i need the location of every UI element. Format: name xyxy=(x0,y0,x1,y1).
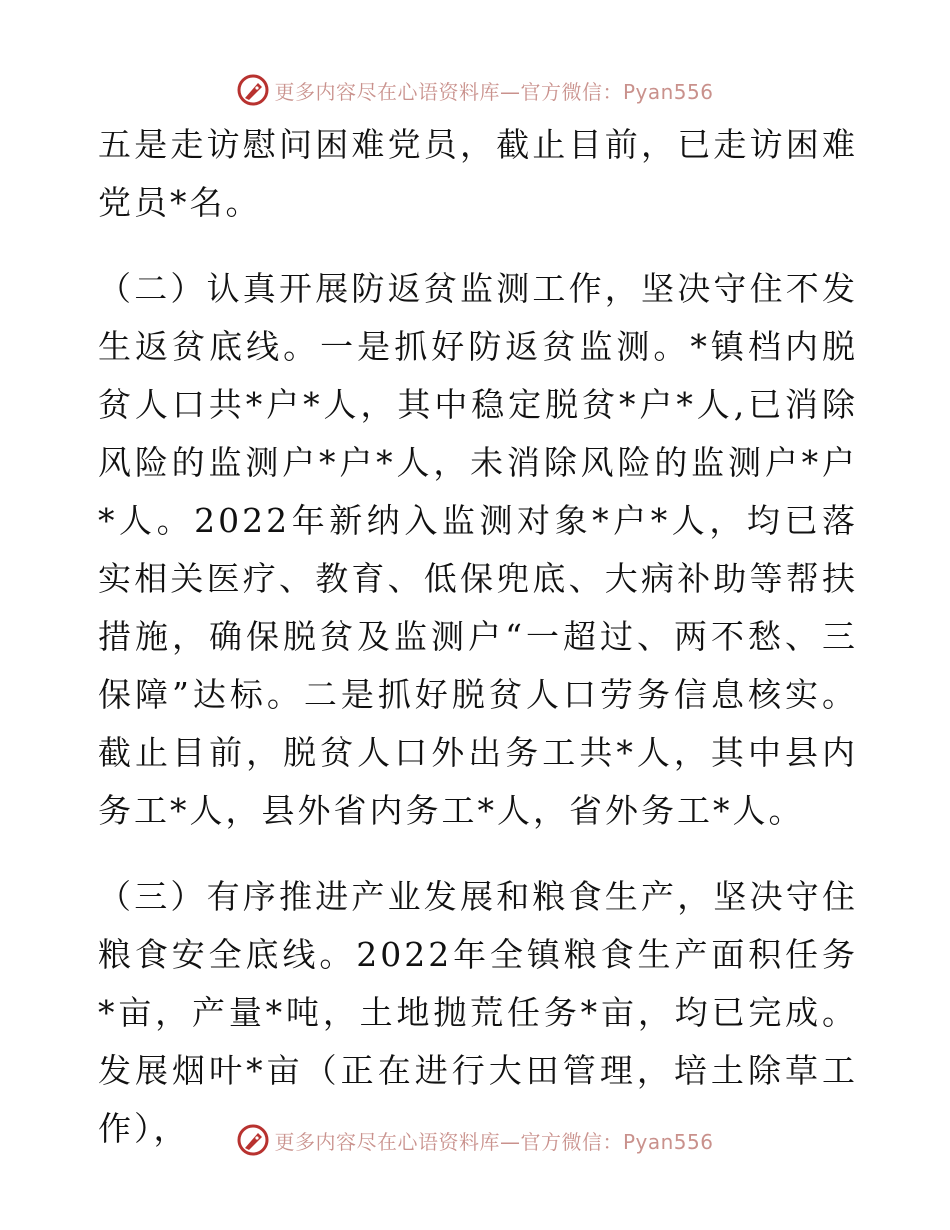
document-body xyxy=(98,116,858,1158)
paragraph-poverty-monitoring: （二）认真开展防返贫监测工作，坚决守住不发生返贫底线。一是抓好防返贫监测。*镇档内脱贫人口共*户*人，其中稳定脱贫*户*人,已消除风险的监测户*户*人，未消除风险的监测户*户*人。2022年新纳入监测对象*户*人，均已落实相关医疗、教育、低保兜底、大病补助等帮扶措施，确保脱贫及监测户“一超过、两不愁、三保障”达标。二是抓好脱贫人口劳务信息核实。截止目前，脱贫人口外出务工共*人，其中县内务工*人，县外省内务工*人，省外务工*人。 xyxy=(98,269,858,830)
paragraph-visits: 五是走访慰问困难党员，截止目前，已走访困难党员*名。 xyxy=(98,125,858,222)
pen-nib-circle-icon xyxy=(236,73,270,107)
header-banner xyxy=(0,70,950,110)
footer-banner xyxy=(0,1120,950,1160)
header-banner-text: 更多内容尽在心语资料库—官方微信：Pyan556 xyxy=(274,79,714,104)
footer-banner-text: 更多内容尽在心语资料库—官方微信：Pyan556 xyxy=(274,1129,714,1154)
pen-nib-circle-icon xyxy=(236,1123,270,1157)
paragraph-grain-production: （三）有序推进产业发展和粮食生产，坚决守住粮食安全底线。2022年全镇粮食生产面积任务*亩，产量*吨，土地抛荒任务*亩，均已完成。发展烟叶*亩（正在进行大田管理，培土除草工作）， xyxy=(98,877,858,1148)
